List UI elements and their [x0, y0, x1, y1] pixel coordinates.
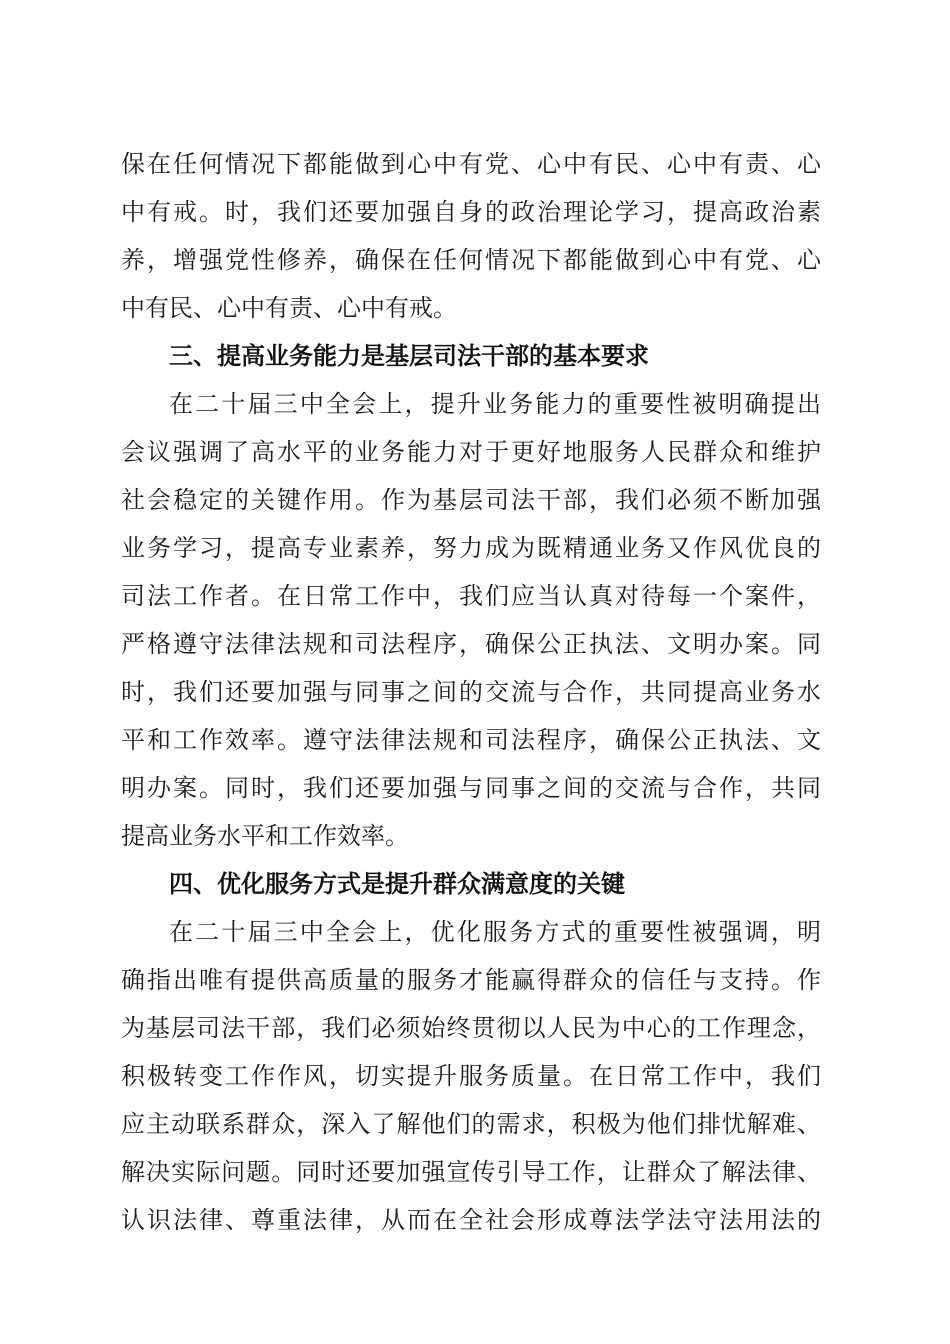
body-text-line: 业务学习，提高专业素养，努力成为既精通业务又作风优良的 [121, 534, 821, 562]
body-text-line: 会议强调了高水平的业务能力对于更好地服务人民群众和维护 [121, 438, 821, 466]
body-text-line: 提高业务水平和工作效率。 [121, 822, 409, 850]
body-text-line: 应主动联系群众，深入了解他们的需求，积极为他们排忧解难、 [121, 1110, 821, 1138]
body-text-line: 社会稳定的关键作用。作为基层司法干部，我们必须不断加强 [121, 486, 821, 514]
body-text-line: 时，我们还要加强与同事之间的交流与合作，共同提高业务水 [121, 678, 821, 706]
body-text-line: 解决实际问题。同时还要加强宣传引导工作，让群众了解法律、 [121, 1158, 821, 1186]
section-heading-4: 四、优化服务方式是提升群众满意度的关键 [169, 870, 625, 898]
body-text-line: 在二十届三中全会上，提升业务能力的重要性被明确提出 [169, 390, 821, 418]
section-heading-3: 三、提高业务能力是基层司法干部的基本要求 [169, 342, 649, 370]
body-text-line: 中有民、心中有责、心中有戒。 [121, 294, 457, 322]
body-text-line: 为基层司法干部，我们必须始终贯彻以人民为中心的工作理念， [121, 1014, 821, 1042]
body-text-line: 中有戒。时，我们还要加强自身的政治理论学习，提高政治素 [121, 198, 821, 226]
body-text-line: 平和工作效率。遵守法律法规和司法程序，确保公正执法、文 [121, 726, 821, 754]
body-text-line: 认识法律、尊重法律，从而在全社会形成尊法学法守法用法的 [121, 1206, 821, 1234]
body-text-line: 严格遵守法律法规和司法程序，确保公正执法、文明办案。同 [121, 630, 821, 658]
body-text-line: 明办案。同时，我们还要加强与同事之间的交流与合作，共同 [121, 774, 821, 802]
body-text-line: 确指出唯有提供高质量的服务才能赢得群众的信任与支持。作 [121, 966, 821, 994]
body-text-line: 保在任何情况下都能做到心中有党、心中有民、心中有责、心 [121, 150, 821, 178]
body-text-line: 在二十届三中全会上，优化服务方式的重要性被强调，明 [169, 918, 821, 946]
body-text-line: 养，增强党性修养，确保在任何情况下都能做到心中有党、心 [121, 246, 821, 274]
body-text-line: 司法工作者。在日常工作中，我们应当认真对待每一个案件， [121, 582, 821, 610]
body-text-line: 积极转变工作作风，切实提升服务质量。在日常工作中，我们 [121, 1062, 821, 1090]
